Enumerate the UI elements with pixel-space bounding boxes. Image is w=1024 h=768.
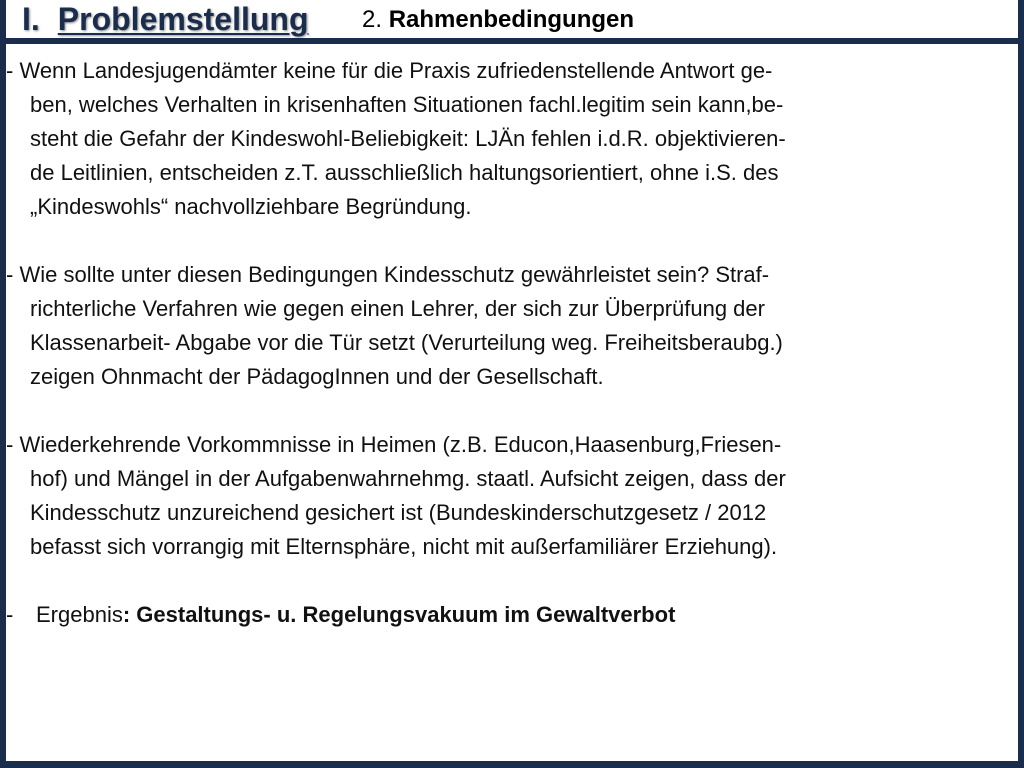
subsection-title: Rahmenbedingungen (388, 6, 635, 33)
paragraph-line: ben, welches Verhalten in krisenhaften Situationen fachl.legitim sein kann,be- (30, 92, 784, 117)
slide-title (22, 0, 308, 38)
line-text: Wiederkehrende Vorkommnisse in Heimen (z.B. Educon,Haasenburg,Friesen- (19, 432, 782, 457)
paragraph-line (6, 258, 1006, 292)
paragraph-line: hof) und Mängel in der Aufgabenwahrnehmg. staatl. Aufsicht zeigen, dass der (30, 466, 786, 491)
paragraph-line: Kindesschutz unzureichend gesichert ist (Bundeskinderschutzgesetz / 2012 (30, 500, 767, 525)
paragraph-line (6, 54, 1006, 88)
slide-header (6, 0, 1018, 38)
slide-subtitle (362, 4, 634, 36)
slide-body (6, 54, 1006, 632)
section-number: I. (22, 1, 40, 37)
bullet-paragraph-3 (6, 428, 1006, 564)
paragraph-line: zeigen Ohnmacht der PädagogInnen und der Gesellschaft. (30, 364, 604, 389)
section-title: Problemstellung (57, 1, 309, 37)
paragraph-line: Klassenarbeit- Abgabe vor die Tür setzt (Verurteilung weg. Freiheitsberaubg.) (30, 330, 783, 355)
result-label: Ergebnis (36, 602, 123, 627)
bullet-dash: - (6, 262, 20, 287)
bullet-paragraph-1 (6, 54, 1006, 224)
line-text: Wie sollte unter diesen Bedingungen Kindesschutz gewährleistet sein? Straf- (19, 262, 770, 287)
bullet-dash: - (6, 432, 20, 457)
bullet-dash: - (6, 602, 14, 627)
bullet-paragraph-2 (6, 258, 1006, 394)
paragraph-line: steht die Gefahr der Kindeswohl-Beliebigkeit: LJÄn fehlen i.d.R. objektivieren- (30, 126, 786, 151)
paragraph-line (6, 598, 1006, 632)
result-text: : Gestaltungs- u. Regelungsvakuum im Gewaltverbot (122, 602, 676, 627)
paragraph-line: „Kindeswohls“ nachvollziehbare Begründung. (30, 194, 472, 219)
paragraph-line: richterliche Verfahren wie gegen einen Lehrer, der sich zur Überprüfung der (30, 296, 765, 321)
subsection-number: 2. (362, 6, 383, 33)
paragraph-line: de Leitlinien, entscheiden z.T. ausschließlich haltungsorientiert, ohne i.S. des (30, 160, 779, 185)
bullet-dash: - (6, 58, 20, 83)
line-text: Wenn Landesjugendämter keine für die Praxis zufriedenstellende Antwort ge- (19, 58, 773, 83)
paragraph-line: befasst sich vorrangig mit Elternsphäre, nicht mit außerfamiliärer Erziehung). (30, 534, 778, 559)
result-line (6, 598, 1006, 632)
paragraph-line (6, 428, 1006, 462)
